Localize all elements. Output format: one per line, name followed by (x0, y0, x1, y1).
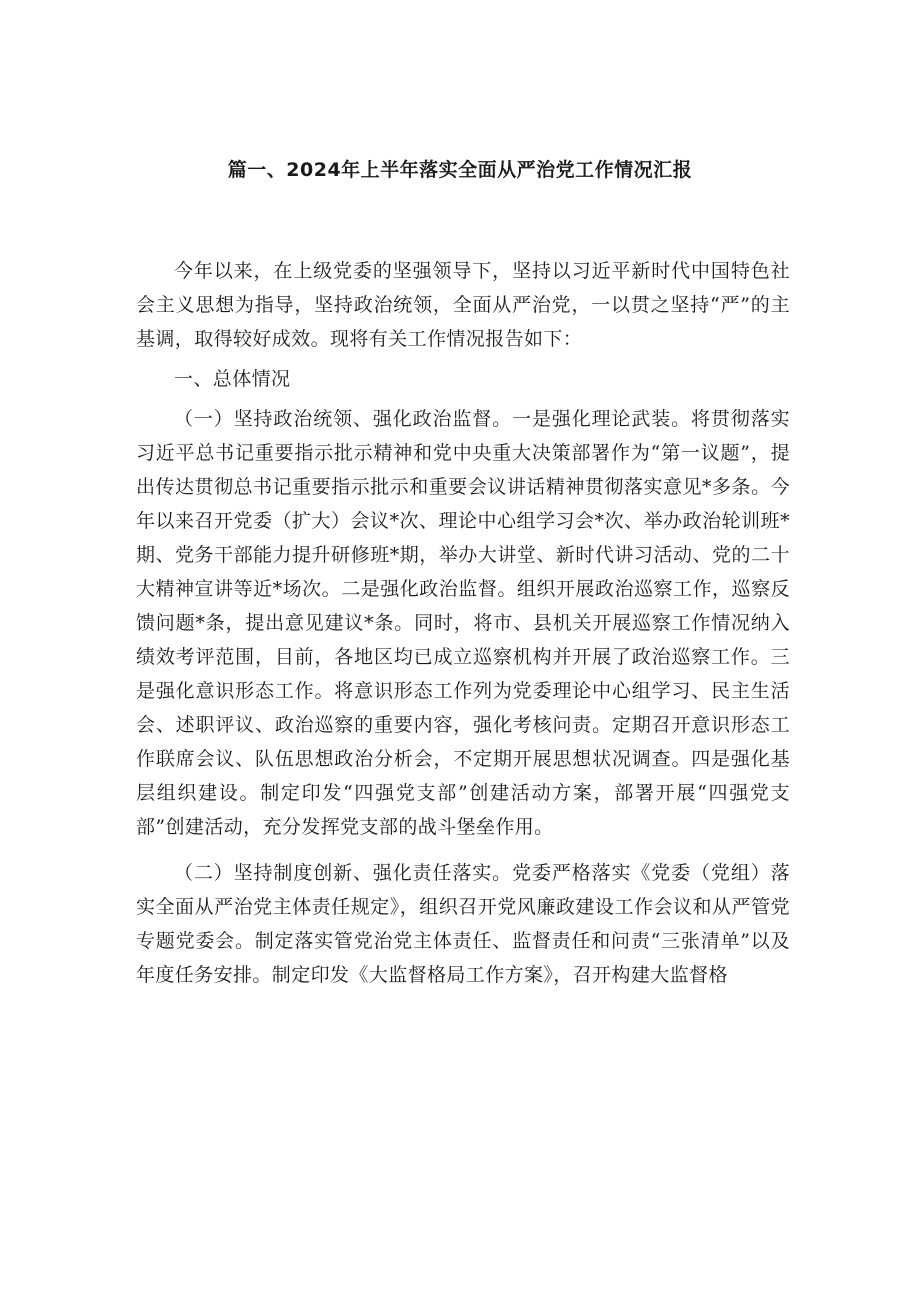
document-title: 篇一、2024年上半年落实全面从严治党工作情况汇报 (227, 159, 693, 181)
section-heading: 一、总体情况 (174, 368, 291, 390)
paragraph-institutional-innovation: （二）坚持制度创新、强化责任落实。党委严格落实《党委（党组）落实全面从严治党主体责任规定》，组织召开党风廉政建设工作会议和从严管党专题党委会。制定落实管党治党主体责任、监督责任和问责“三张清单”以及年度任务安排。制定印发《大监督格局工作方案》，召开构建大监督格 (136, 862, 790, 986)
intro-paragraph: 今年以来，在上级党委的坚强领导下，坚持以习近平新时代中国特色社会主义思想为指导，坚持政治统领，全面从严治党，一以贯之坚持“严”的主基调，取得较好成效。现将有关工作情况报告如下： (136, 260, 790, 350)
paragraph-political-supervision: （一）坚持政治统领、强化政治监督。一是强化理论武装。将贯彻落实习近平总书记重要指示批示精神和党中央重大决策部署作为“第一议题”，提出传达贯彻总书记重要指示批示和重要会议讲话精神贯彻落实意见*多条。今年以来召开党委（扩大）会议*次、理论中心组学习会*次、举办政治轮训班*期、党务干部能力提升研修班*期，举办大讲堂、新时代讲习活动、党的二十大精神宣讲等近*场次。二是强化政治监督。组织开展政治巡察工作，巡察反馈问题*条，提出意见建议*条。同时，将市、县机关开展巡察工作情况纳入绩效考评范围，目前，各地区均已成立巡察机构并开展了政治巡察工作。三是强化意识形态工作。将意识形态工作列为党委理论中心组学习、民主生活会、述职评议、政治巡察的重要内容，强化考核问责。定期召开意识形态工作联席会议、队伍思想政治分析会，不定期开展思想状况调查。四是强化基层组织建设。制定印发“四强党支部”创建活动方案，部署开展“四强党支部”创建活动，充分发挥党支部的战斗堡垒作用。 (136, 408, 790, 838)
document-body (136, 254, 790, 992)
